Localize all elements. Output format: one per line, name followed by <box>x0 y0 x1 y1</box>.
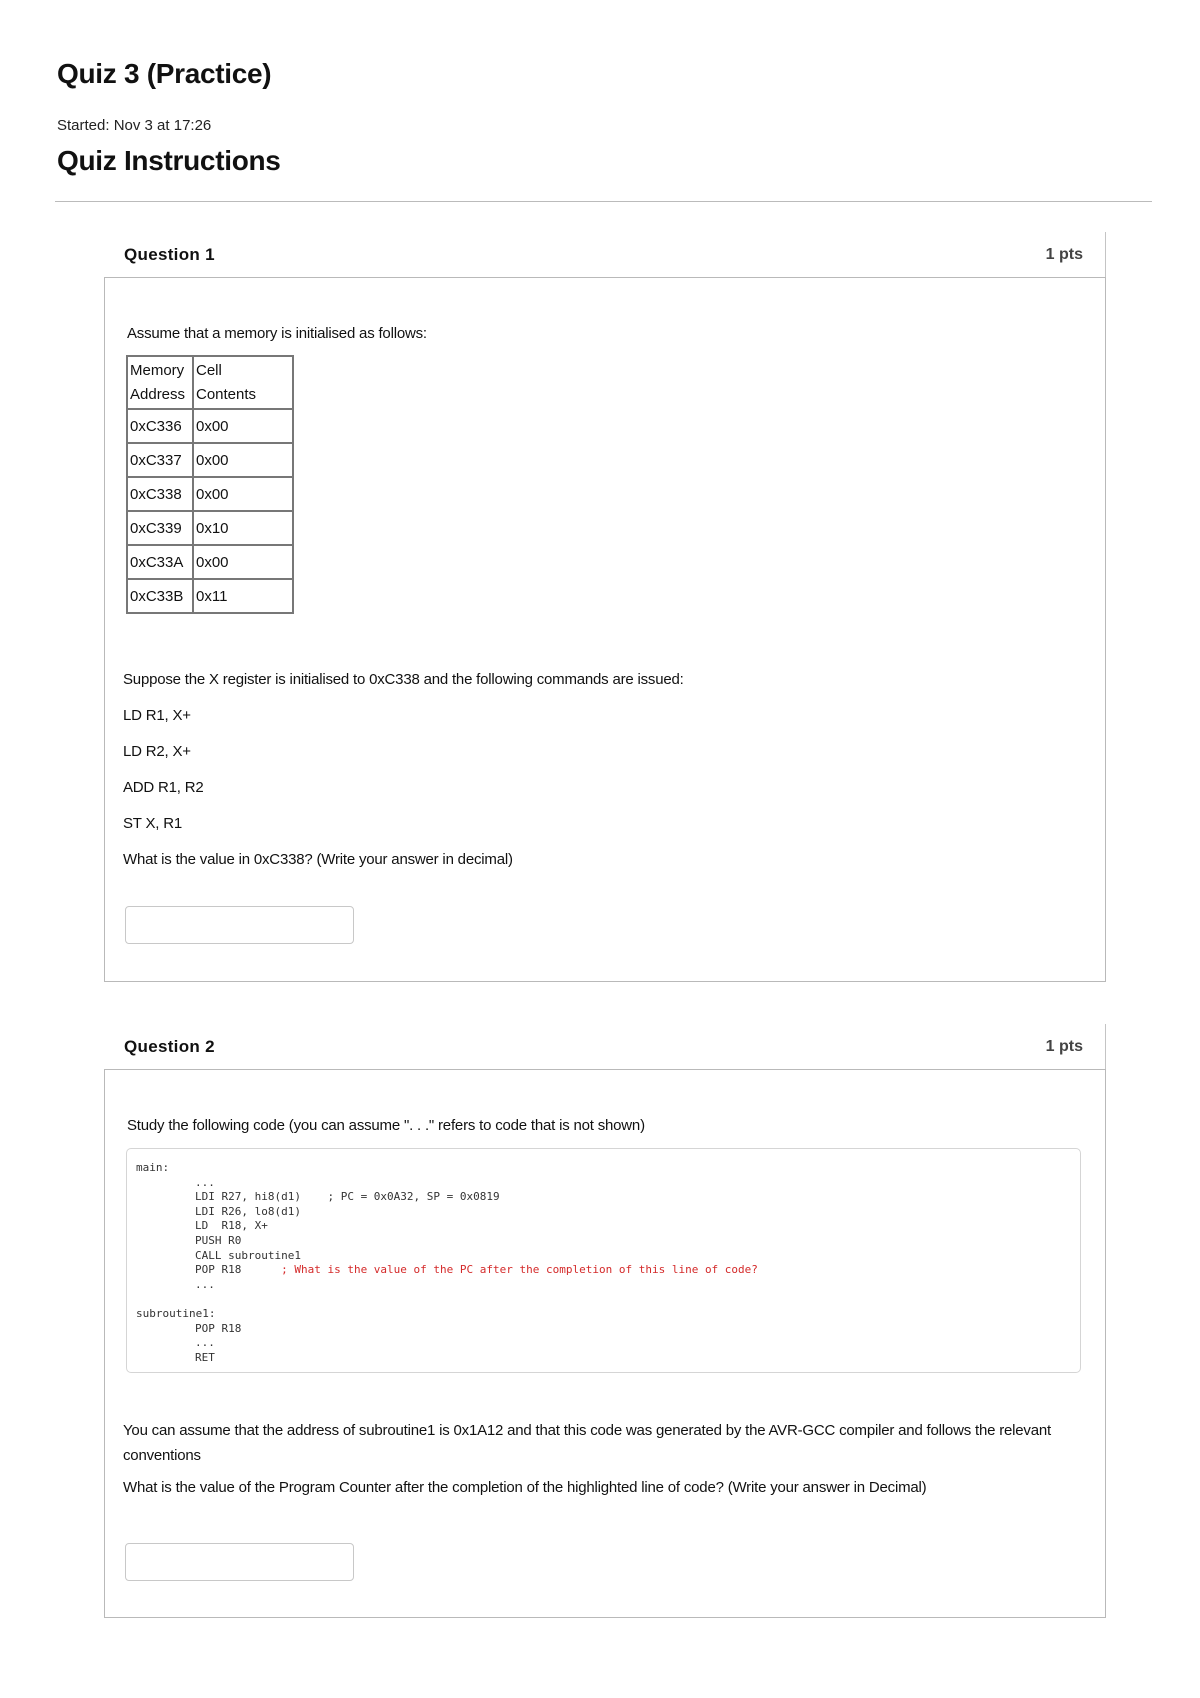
code-line: ... <box>195 1175 215 1189</box>
header-memory-address: Memory Address <box>127 356 193 409</box>
table-row <box>127 409 293 443</box>
question-2-prompt: What is the value of the Program Counter after the completion of the highlighted line of code? (Write your answer in Decimal) <box>123 1479 927 1496</box>
table-row <box>127 511 293 545</box>
table-row <box>127 579 293 613</box>
memory-table <box>126 355 294 614</box>
question-2-assumption: You can assume that the address of subroutine1 is 0x1A12 and that this code was generated by the AVR-GCC compiler and follows the relevant conventions <box>123 1422 1051 1464</box>
code-instruction: POP R18 <box>195 1263 282 1277</box>
command-line: LD R1, X+ <box>123 707 191 724</box>
code-line: LDI R26, lo8(d1) <box>195 1204 301 1218</box>
cell-contents: 0x00 <box>193 477 293 511</box>
divider <box>55 201 1152 202</box>
table-row <box>127 443 293 477</box>
code-line: RET <box>195 1350 215 1364</box>
table-row <box>127 545 293 579</box>
question-2-title: Question 2 <box>124 1037 215 1056</box>
cell-contents: 0x10 <box>193 511 293 545</box>
memory-address: 0xC33B <box>127 579 193 613</box>
code-line: ... <box>195 1277 215 1291</box>
code-line: PUSH R0 <box>195 1233 242 1247</box>
code-blank-line <box>136 1292 758 1307</box>
question-2-answer-input[interactable] <box>125 1543 354 1581</box>
code-line: POP R18 <box>195 1321 242 1335</box>
cell-contents: 0x00 <box>193 443 293 477</box>
memory-address: 0xC339 <box>127 511 193 545</box>
question-1-header <box>104 232 1106 277</box>
code-line: LD R18, X+ <box>195 1219 268 1233</box>
question-1-title: Question 1 <box>124 245 215 264</box>
code-listing <box>136 1161 758 1365</box>
code-label-subroutine: subroutine1: <box>136 1306 216 1320</box>
command-line: ST X, R1 <box>123 815 182 832</box>
memory-table-header <box>127 356 293 409</box>
cell-contents: 0x11 <box>193 579 293 613</box>
question-1-body <box>104 277 1106 982</box>
question-2-intro: Study the following code (you can assume ". . ." refers to code that is not shown) <box>127 1117 645 1134</box>
code-block <box>126 1148 1081 1373</box>
question-2-points: 1 pts <box>1045 1038 1083 1055</box>
memory-address: 0xC33A <box>127 545 193 579</box>
cell-contents: 0x00 <box>193 545 293 579</box>
page-title: Quiz 3 (Practice) <box>57 58 272 89</box>
started-timestamp: Started: Nov 3 at 17:26 <box>57 117 212 134</box>
question-1-intro: Assume that a memory is initialised as follows: <box>127 325 427 342</box>
question-2-header <box>104 1024 1106 1069</box>
question-2-body <box>104 1069 1106 1618</box>
code-line: CALL subroutine1 <box>195 1248 301 1262</box>
memory-address: 0xC338 <box>127 477 193 511</box>
code-label-main: main: <box>136 1161 170 1174</box>
command-line: LD R2, X+ <box>123 743 191 760</box>
cell-contents: 0x00 <box>193 409 293 443</box>
quiz-instructions-heading: Quiz Instructions <box>57 145 281 176</box>
code-line: ... <box>195 1336 215 1350</box>
highlighted-comment: ; What is the value of the PC after the completion of this line of code? <box>281 1263 758 1277</box>
header-cell-contents: Cell Contents <box>193 356 293 409</box>
memory-address: 0xC337 <box>127 443 193 477</box>
question-1-suppose: Suppose the X register is initialised to 0xC338 and the following commands are issued: <box>123 671 684 688</box>
memory-address: 0xC336 <box>127 409 193 443</box>
question-1-answer-input[interactable] <box>125 906 354 944</box>
command-line: ADD R1, R2 <box>123 779 204 796</box>
question-1-points: 1 pts <box>1045 246 1083 263</box>
table-row <box>127 477 293 511</box>
code-line: LDI R27, hi8(d1) ; PC = 0x0A32, SP = 0x0819 <box>195 1190 500 1204</box>
code-line-highlighted <box>136 1263 758 1278</box>
question-1-prompt: What is the value in 0xC338? (Write your answer in decimal) <box>123 851 513 868</box>
